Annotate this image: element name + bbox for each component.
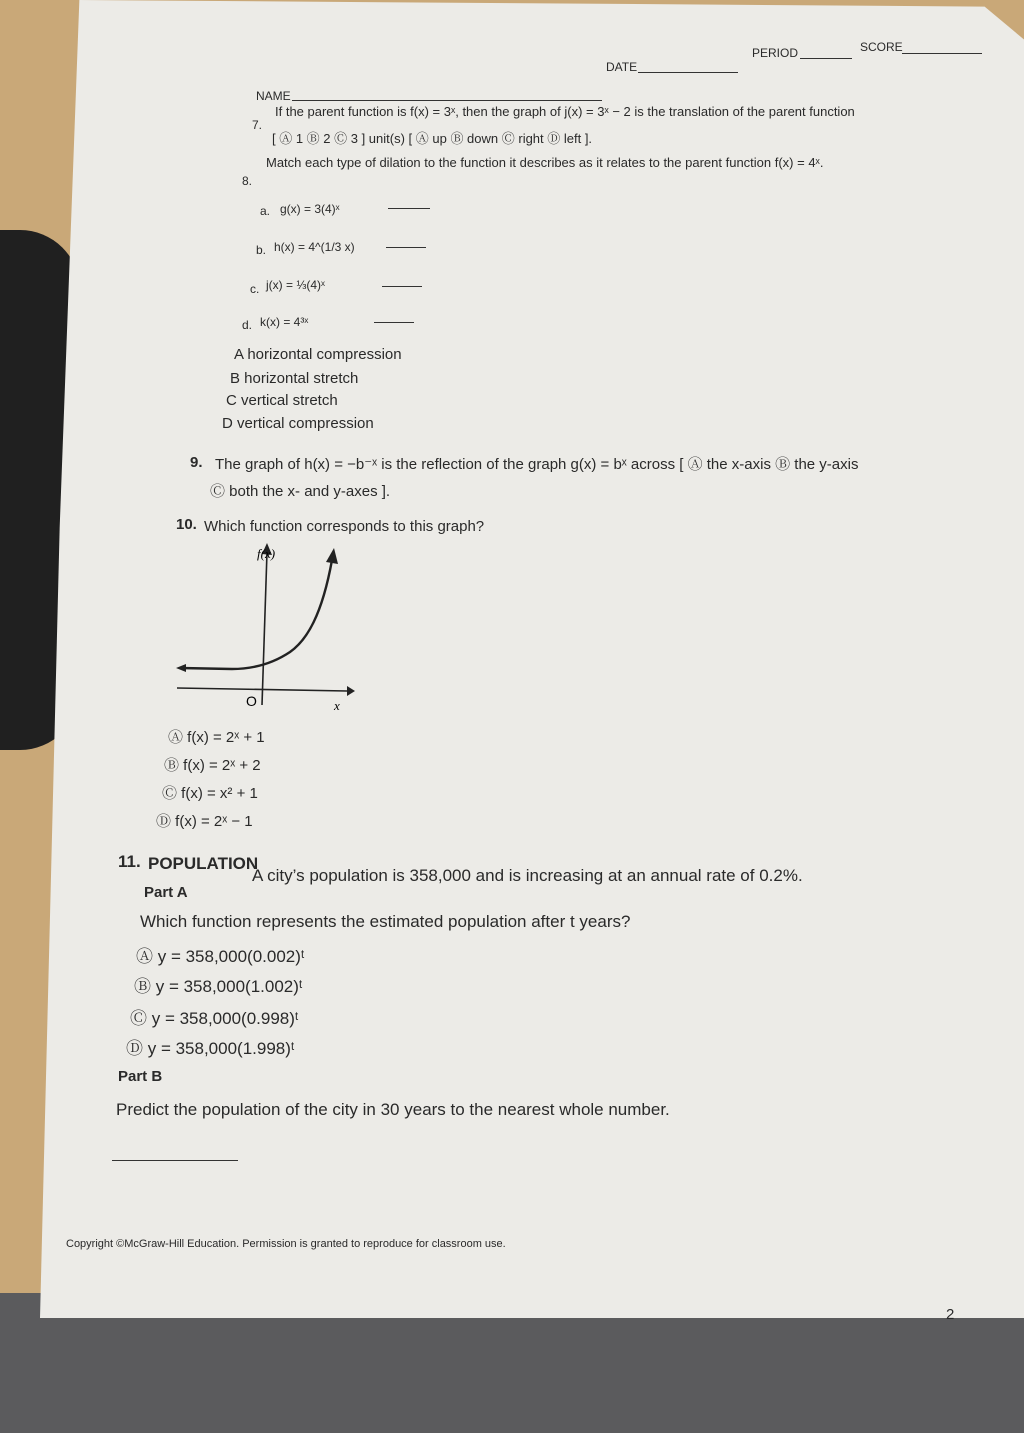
q10-option-b[interactable]: Ⓑ f(x) = 2ˣ + 2 xyxy=(164,757,261,774)
q11-text: A city’s population is 358,000 and is increasing at an annual rate of 0.2%. xyxy=(252,866,803,885)
q11-part-a-question: Which function represents the estimated population after t years? xyxy=(140,912,631,931)
q11-part-b-question: Predict the population of the city in 30 years to the nearest whole number. xyxy=(116,1100,670,1119)
period-label: PERIOD xyxy=(752,46,799,60)
q11-part-b-answer-blank[interactable] xyxy=(112,1160,238,1161)
origin-label: O xyxy=(246,693,257,709)
q8-choice-c: C vertical stretch xyxy=(226,392,338,409)
curve-right-arrow xyxy=(326,548,338,564)
q11-part-a-label: Part A xyxy=(144,884,188,901)
q8-choice-b: B horizontal stretch xyxy=(230,370,359,387)
q11-option-a[interactable]: Ⓐ y = 358,000(0.002)ᵗ xyxy=(136,947,305,966)
q8-item-d-expr: k(x) = 4³ˣ xyxy=(260,315,309,329)
q10-number: 10. xyxy=(176,516,197,533)
q8-item-c-expr: j(x) = ⅓(4)ˣ xyxy=(266,278,325,292)
page-number: 2 xyxy=(946,1306,955,1323)
q10-option-a[interactable]: Ⓐ f(x) = 2ˣ + 1 xyxy=(168,729,265,746)
q8-text: Match each type of dilation to the function it describes as it relates to the parent function f(x) = 4ˣ. xyxy=(266,155,824,170)
copyright-text: Copyright ©McGraw-Hill Education. Permission is granted to reproduce for classroom use. xyxy=(66,1238,506,1250)
q11-option-b[interactable]: Ⓑ y = 358,000(1.002)ᵗ xyxy=(134,977,303,996)
q8-item-b-letter: b. xyxy=(256,243,267,257)
q8-choice-d: D vertical compression xyxy=(222,415,374,432)
q8-answer-b-blank[interactable] xyxy=(386,247,426,248)
score-blank[interactable] xyxy=(902,53,982,54)
q8-item-b-expr: h(x) = 4^(1/3 x) xyxy=(274,240,355,254)
q7-text: If the parent function is f(x) = 3ˣ, then the graph of j(x) = 3ˣ − 2 is the translation of the parent function xyxy=(275,104,855,119)
date-label: DATE xyxy=(606,60,638,74)
q9-text2[interactable]: Ⓒ both the x- and y-axes ]. xyxy=(210,483,391,500)
date-blank[interactable] xyxy=(638,72,738,73)
q8-answer-c-blank[interactable] xyxy=(382,286,422,287)
q8-choice-a: A horizontal compression xyxy=(234,346,402,363)
q10-option-d[interactable]: Ⓓ f(x) = 2ˣ − 1 xyxy=(156,813,253,830)
function-curve xyxy=(180,560,332,669)
q11-number: 11. xyxy=(118,852,141,871)
q8-item-a-expr: g(x) = 3(4)ˣ xyxy=(280,202,340,216)
q10-text: Which function corresponds to this graph? xyxy=(204,518,485,535)
x-axis-label: x xyxy=(334,698,340,713)
q10-option-c[interactable]: Ⓒ f(x) = x² + 1 xyxy=(162,785,258,802)
q8-number: 8. xyxy=(242,174,253,188)
q7-options[interactable]: [ Ⓐ 1 Ⓑ 2 Ⓒ 3 ] unit(s) [ Ⓐ up Ⓑ down Ⓒ right Ⓓ left ]. xyxy=(272,131,593,146)
q8-item-a-letter: a. xyxy=(260,204,271,218)
y-axis-label: f(x) xyxy=(257,546,276,561)
q8-item-c-letter: c. xyxy=(250,282,260,296)
q11-title: POPULATION xyxy=(148,854,259,873)
q8-item-d-letter: d. xyxy=(242,318,253,332)
q11-option-c[interactable]: Ⓒ y = 358,000(0.998)ᵗ xyxy=(130,1009,299,1028)
q11-option-d[interactable]: Ⓓ y = 358,000(1.998)ᵗ xyxy=(126,1039,295,1058)
name-label: NAME xyxy=(256,89,291,103)
x-axis-arrow xyxy=(347,686,355,696)
q8-answer-d-blank[interactable] xyxy=(374,322,414,323)
q7-number: 7. xyxy=(252,118,263,132)
q8-answer-a-blank[interactable] xyxy=(388,208,430,209)
q9-number: 9. xyxy=(190,454,203,471)
name-blank[interactable] xyxy=(292,100,602,101)
period-blank[interactable] xyxy=(800,58,852,59)
q11-part-b-label: Part B xyxy=(118,1068,163,1085)
exponential-graph xyxy=(172,540,357,715)
q9-text: The graph of h(x) = −b⁻ˣ is the reflection of the graph g(x) = bˣ across [ Ⓐ the x-axis Ⓑ the y-axis xyxy=(215,456,859,473)
score-label: SCORE xyxy=(860,40,903,54)
y-axis xyxy=(262,552,267,705)
